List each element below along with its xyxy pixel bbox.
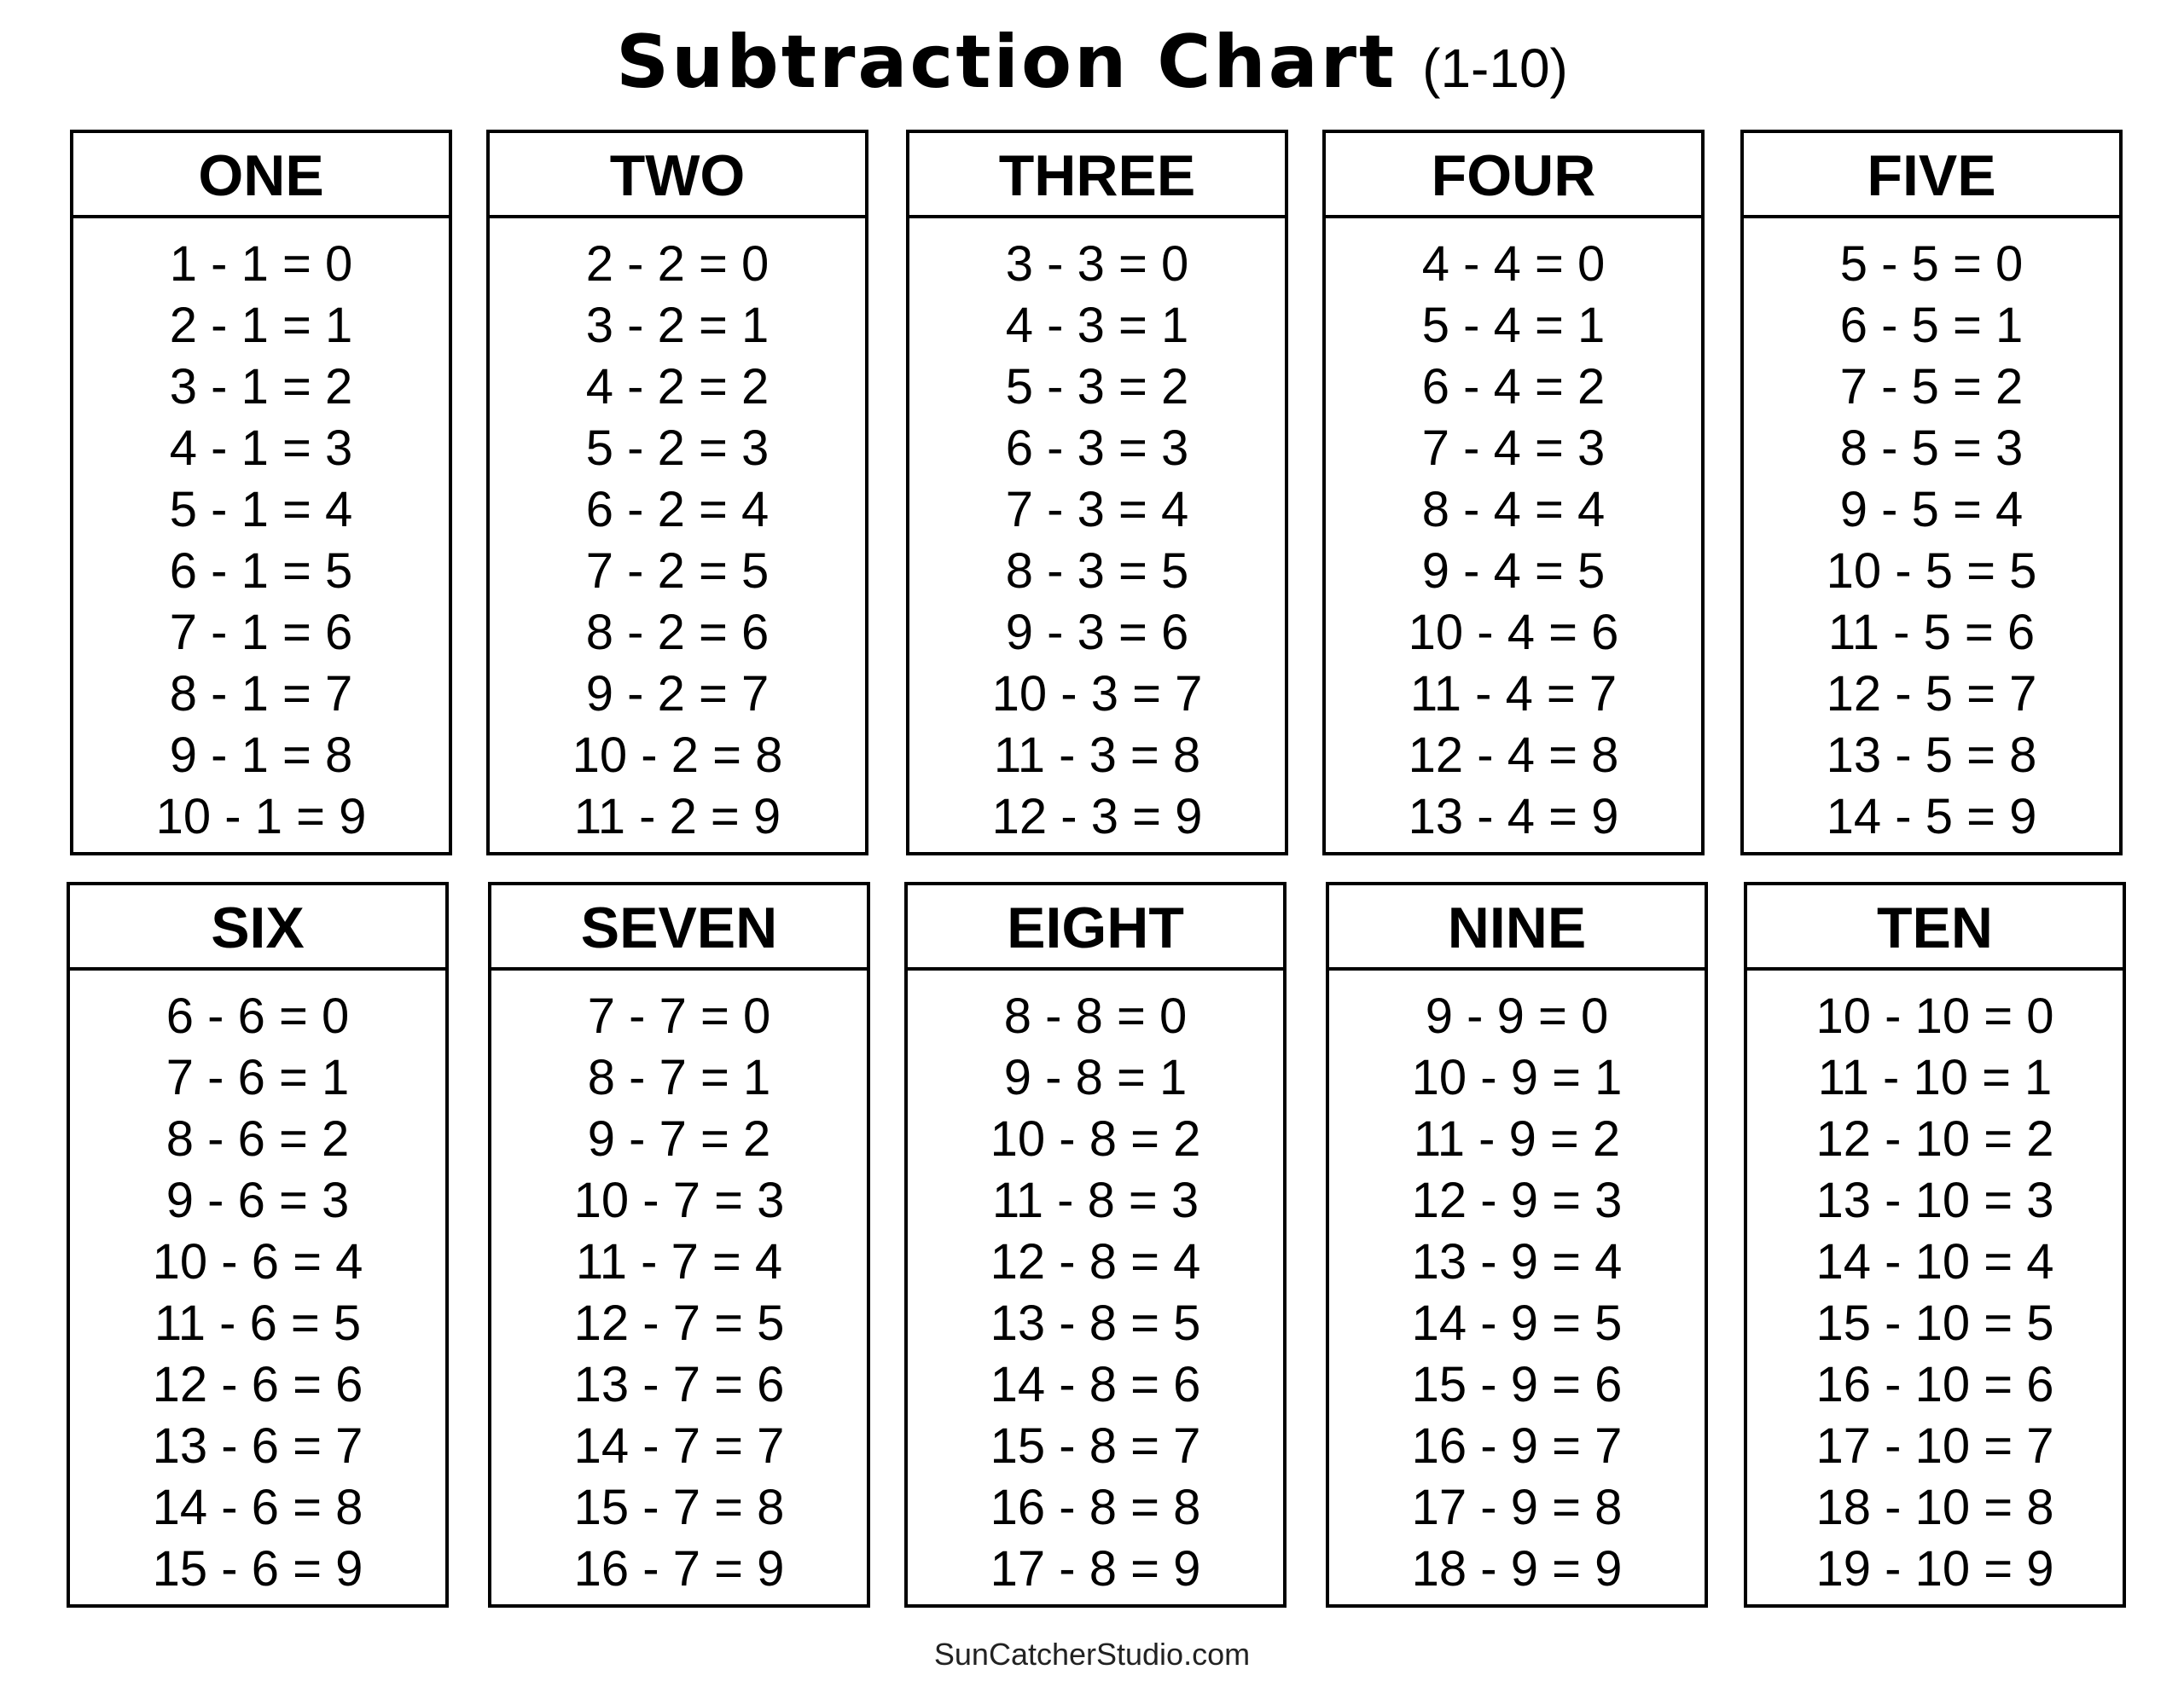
- fact-row: 13 - 10 = 3: [1815, 1173, 2054, 1228]
- fact-row: 11 - 2 = 9: [573, 789, 781, 844]
- table-ten: [1744, 882, 2126, 1608]
- fact-row: 10 - 1 = 9: [155, 789, 367, 844]
- fact-row: 9 - 4 = 5: [1421, 543, 1606, 599]
- fact-row: 2 - 2 = 0: [585, 236, 770, 292]
- table-eight: [904, 882, 1287, 1608]
- table-one: [70, 130, 452, 855]
- table-heading: EIGHT: [908, 885, 1283, 971]
- fact-row: 8 - 2 = 6: [585, 605, 770, 660]
- fact-row: 10 - 5 = 5: [1826, 543, 2037, 599]
- fact-row: 18 - 9 = 9: [1411, 1541, 1623, 1597]
- fact-row: 12 - 5 = 7: [1826, 666, 2037, 722]
- fact-row: 3 - 2 = 1: [585, 298, 770, 353]
- fact-row: 3 - 1 = 2: [169, 359, 353, 415]
- fact-row: 7 - 5 = 2: [1839, 359, 2024, 415]
- fact-row: 16 - 9 = 7: [1411, 1418, 1623, 1474]
- fact-row: 12 - 10 = 2: [1815, 1111, 2054, 1167]
- fact-row: 9 - 8 = 1: [1003, 1050, 1188, 1105]
- fact-row: 14 - 10 = 4: [1815, 1234, 2054, 1290]
- fact-list: [1744, 218, 2119, 848]
- fact-row: 19 - 10 = 9: [1815, 1541, 2054, 1597]
- fact-row: 11 - 4 = 7: [1409, 666, 1618, 722]
- fact-row: 5 - 2 = 3: [585, 420, 770, 476]
- fact-row: 9 - 7 = 2: [587, 1111, 771, 1167]
- fact-row: 9 - 3 = 6: [1005, 605, 1189, 660]
- fact-row: 12 - 7 = 5: [573, 1296, 785, 1351]
- fact-row: 10 - 2 = 8: [572, 728, 783, 783]
- fact-row: 5 - 5 = 0: [1839, 236, 2024, 292]
- fact-list: [1747, 971, 2123, 1600]
- fact-row: 15 - 7 = 8: [573, 1480, 785, 1535]
- fact-row: 6 - 4 = 2: [1421, 359, 1606, 415]
- fact-row: 10 - 9 = 1: [1411, 1050, 1623, 1105]
- fact-row: 15 - 8 = 7: [990, 1418, 1201, 1474]
- fact-row: 7 - 1 = 6: [169, 605, 353, 660]
- fact-row: 11 - 7 = 4: [575, 1234, 783, 1290]
- footer-site-link[interactable]: SunCatcherStudio.com: [933, 1637, 1251, 1672]
- table-heading: TEN: [1747, 885, 2123, 971]
- fact-row: 15 - 6 = 9: [152, 1541, 363, 1597]
- fact-row: 8 - 5 = 3: [1839, 420, 2024, 476]
- fact-list: [1329, 971, 1705, 1600]
- fact-list: [70, 971, 445, 1600]
- fact-row: 8 - 7 = 1: [587, 1050, 771, 1105]
- fact-row: 7 - 7 = 0: [587, 988, 771, 1044]
- fact-row: 16 - 7 = 9: [573, 1541, 785, 1597]
- fact-row: 12 - 9 = 3: [1411, 1173, 1623, 1228]
- fact-row: 11 - 9 = 2: [1413, 1111, 1621, 1167]
- fact-row: 10 - 4 = 6: [1408, 605, 1619, 660]
- fact-row: 7 - 4 = 3: [1421, 420, 1606, 476]
- table-heading: THREE: [909, 133, 1285, 218]
- fact-row: 13 - 4 = 9: [1408, 789, 1619, 844]
- fact-row: 9 - 1 = 8: [169, 728, 353, 783]
- title-range: (1-10): [1422, 38, 1568, 99]
- fact-row: 7 - 6 = 1: [166, 1050, 350, 1105]
- fact-list: [490, 218, 865, 848]
- fact-row: 13 - 9 = 4: [1411, 1234, 1623, 1290]
- fact-row: 12 - 3 = 9: [991, 789, 1203, 844]
- fact-row: 10 - 6 = 4: [152, 1234, 363, 1290]
- fact-row: 10 - 3 = 7: [991, 666, 1203, 722]
- fact-row: 11 - 6 = 5: [154, 1296, 362, 1351]
- fact-row: 8 - 6 = 2: [166, 1111, 350, 1167]
- fact-row: 12 - 6 = 6: [152, 1357, 363, 1412]
- fact-list: [491, 971, 867, 1600]
- fact-row: 2 - 1 = 1: [169, 298, 353, 353]
- table-heading: FOUR: [1326, 133, 1701, 218]
- fact-row: 18 - 10 = 8: [1815, 1480, 2054, 1535]
- fact-list: [1326, 218, 1701, 848]
- table-heading: FIVE: [1744, 133, 2119, 218]
- fact-row: 17 - 8 = 9: [990, 1541, 1201, 1597]
- fact-row: 15 - 9 = 6: [1411, 1357, 1623, 1412]
- fact-row: 8 - 4 = 4: [1421, 482, 1606, 537]
- fact-row: 4 - 3 = 1: [1005, 298, 1189, 353]
- table-five: [1740, 130, 2123, 855]
- fact-row: 10 - 7 = 3: [573, 1173, 785, 1228]
- table-seven: [488, 882, 870, 1608]
- fact-row: 17 - 10 = 7: [1815, 1418, 2054, 1474]
- fact-row: 10 - 8 = 2: [990, 1111, 1201, 1167]
- fact-list: [908, 971, 1283, 1600]
- fact-row: 9 - 2 = 7: [585, 666, 770, 722]
- table-two: [486, 130, 868, 855]
- fact-row: 14 - 7 = 7: [573, 1418, 785, 1474]
- fact-row: 5 - 4 = 1: [1421, 298, 1606, 353]
- fact-row: 14 - 6 = 8: [152, 1480, 363, 1535]
- fact-row: 10 - 10 = 0: [1815, 988, 2054, 1044]
- fact-row: 6 - 1 = 5: [169, 543, 353, 599]
- fact-row: 5 - 1 = 4: [169, 482, 353, 537]
- table-six: [67, 882, 449, 1608]
- fact-row: 6 - 5 = 1: [1839, 298, 2024, 353]
- fact-row: 13 - 6 = 7: [152, 1418, 363, 1474]
- table-heading: SEVEN: [491, 885, 867, 971]
- fact-row: 6 - 3 = 3: [1005, 420, 1189, 476]
- fact-row: 17 - 9 = 8: [1411, 1480, 1623, 1535]
- fact-row: 4 - 1 = 3: [169, 420, 353, 476]
- fact-row: 9 - 6 = 3: [166, 1173, 350, 1228]
- fact-row: 9 - 9 = 0: [1425, 988, 1609, 1044]
- fact-row: 9 - 5 = 4: [1839, 482, 2024, 537]
- table-four: [1322, 130, 1705, 855]
- fact-row: 13 - 5 = 8: [1826, 728, 2037, 783]
- table-heading: TWO: [490, 133, 865, 218]
- title-main: Subtraction Chart: [616, 20, 1397, 105]
- fact-row: 6 - 2 = 4: [585, 482, 770, 537]
- fact-row: 5 - 3 = 2: [1005, 359, 1189, 415]
- fact-row: 3 - 3 = 0: [1005, 236, 1189, 292]
- fact-row: 16 - 8 = 8: [990, 1480, 1201, 1535]
- table-heading: SIX: [70, 885, 445, 971]
- table-three: [906, 130, 1288, 855]
- fact-row: 7 - 2 = 5: [585, 543, 770, 599]
- fact-row: 4 - 4 = 0: [1421, 236, 1606, 292]
- fact-row: 13 - 8 = 5: [990, 1296, 1201, 1351]
- fact-row: 14 - 5 = 9: [1826, 789, 2037, 844]
- fact-row: 4 - 2 = 2: [585, 359, 770, 415]
- fact-row: 13 - 7 = 6: [573, 1357, 785, 1412]
- fact-row: 11 - 5 = 6: [1827, 605, 2036, 660]
- fact-row: 8 - 1 = 7: [169, 666, 353, 722]
- fact-row: 7 - 3 = 4: [1005, 482, 1189, 537]
- fact-row: 8 - 3 = 5: [1005, 543, 1189, 599]
- fact-row: 14 - 8 = 6: [990, 1357, 1201, 1412]
- fact-list: [909, 218, 1285, 848]
- fact-row: 11 - 3 = 8: [993, 728, 1201, 783]
- fact-row: 15 - 10 = 5: [1815, 1296, 2054, 1351]
- fact-row: 1 - 1 = 0: [169, 236, 353, 292]
- fact-row: 11 - 10 = 1: [1817, 1050, 2053, 1105]
- fact-list: [73, 218, 449, 848]
- fact-row: 16 - 10 = 6: [1815, 1357, 2054, 1412]
- fact-row: 6 - 6 = 0: [166, 988, 350, 1044]
- fact-row: 8 - 8 = 0: [1003, 988, 1188, 1044]
- fact-row: 14 - 9 = 5: [1411, 1296, 1623, 1351]
- fact-row: 12 - 4 = 8: [1408, 728, 1619, 783]
- fact-row: 11 - 8 = 3: [991, 1173, 1199, 1228]
- table-heading: ONE: [73, 133, 449, 218]
- table-nine: [1326, 882, 1708, 1608]
- table-heading: NINE: [1329, 885, 1705, 971]
- fact-row: 12 - 8 = 4: [990, 1234, 1201, 1290]
